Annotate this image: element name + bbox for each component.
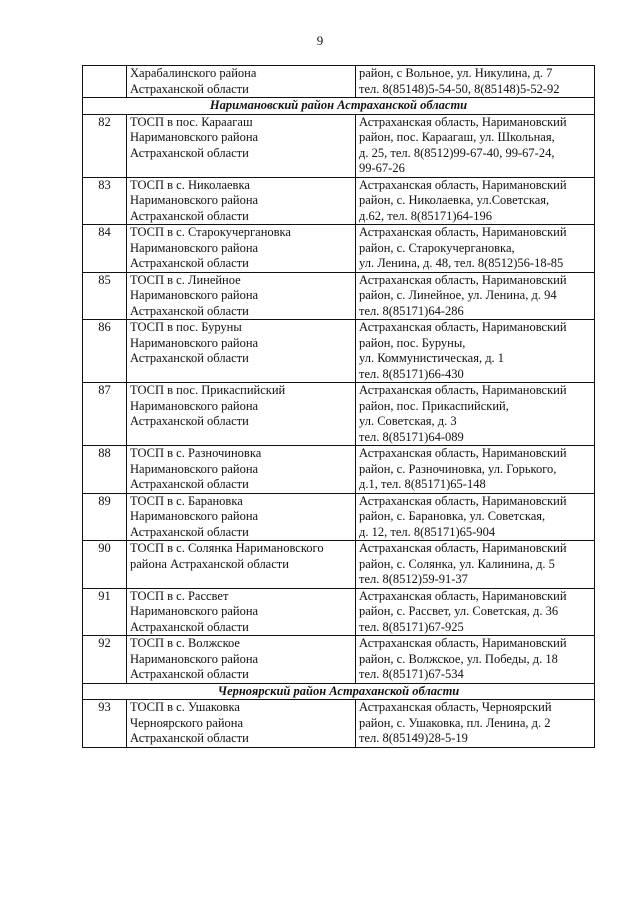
office-name-line: ТОСП в с. Линейное [130, 272, 241, 287]
office-address-line: Астраханская область, Наримановский [359, 446, 567, 460]
office-name-cell [127, 636, 356, 684]
office-name-line: Астраханской области [130, 731, 249, 745]
row-number: 86 [83, 320, 127, 383]
row-number: 92 [83, 636, 127, 684]
office-address-line: район, с. Волжское, ул. Победы, д. 18 [359, 651, 558, 666]
office-name-line: Астраханской области [130, 303, 249, 318]
office-address-cell [356, 320, 595, 383]
office-address-line: район, с. Старокучергановка, [359, 240, 515, 255]
row-number: 85 [83, 272, 127, 320]
office-address-line: Астраханская область, Наримановский [359, 588, 567, 603]
row-number: 88 [83, 446, 127, 494]
office-name-line: Наримановского района [130, 604, 259, 618]
office-name-cell [127, 225, 356, 273]
office-address-line: ул. Коммунистическая, д. 1 [359, 351, 505, 365]
office-address-cell [356, 272, 595, 320]
office-address-line: тел. 8(85171)64-089 [359, 429, 464, 444]
office-name-line: Наримановского района [130, 398, 259, 413]
row-number: 89 [83, 493, 127, 541]
office-name-cell [127, 66, 356, 98]
row-number: 83 [83, 177, 127, 225]
office-name-cell [127, 383, 356, 446]
office-name-line: ТОСП в с. Ушаковка [130, 700, 240, 714]
office-name-line: ТОСП в пос. Прикаспийский [130, 383, 286, 397]
row-number: 90 [83, 541, 127, 589]
office-name-line: ТОСП в с. Рассвет [130, 588, 229, 603]
office-address-line: район, с Вольное, ул. Никулина, д. 7 [359, 66, 553, 80]
office-address-line: Астраханская область, Наримановский [359, 383, 567, 397]
page-number: 9 [316, 33, 324, 48]
office-name-cell [127, 177, 356, 225]
office-name-cell [127, 493, 356, 541]
offices-table-body [83, 66, 595, 748]
office-name-cell [127, 320, 356, 383]
office-address-line: тел. 8(85171)64-286 [359, 303, 464, 318]
office-address-line: тел. 8(85171)66-430 [359, 366, 464, 381]
office-address-line: район, с. Барановка, ул. Советская, [359, 509, 546, 523]
office-address-line: тел. 8(85148)5-54-50, 8(85148)5-52-92 [359, 81, 560, 96]
office-name-line: Астраханской области [130, 524, 249, 539]
office-address-line: Астраханская область, Наримановский [359, 272, 567, 287]
office-name-line: Наримановского района [130, 193, 259, 207]
office-address-cell [356, 700, 595, 748]
office-address-line: район, пос. Караагаш, ул. Школьная, [359, 130, 555, 144]
office-name-line: Наримановского района [130, 461, 259, 476]
office-address-cell [356, 446, 595, 494]
office-name-line: Наримановского района [130, 651, 259, 666]
row-number: 91 [83, 588, 127, 636]
office-name-cell [127, 114, 356, 177]
office-address-cell [356, 225, 595, 273]
office-name-cell [127, 541, 356, 589]
office-address-line: район, пос. Буруны, [359, 335, 466, 350]
table-row [83, 588, 595, 636]
table-row [83, 493, 595, 541]
office-address-line: д. 12, тел. 8(85171)65-904 [359, 524, 496, 539]
table-row [83, 700, 595, 748]
office-address-line: тел. 8(85149)28-5-19 [359, 731, 468, 745]
office-name-line: района Астраханской области [130, 556, 289, 571]
office-name-line: ТОСП в с. Разночиновка [130, 446, 262, 460]
office-name-line: Черноярского района [130, 715, 244, 730]
row-number: 82 [83, 114, 127, 177]
office-address-cell [356, 66, 595, 98]
office-address-cell [356, 493, 595, 541]
table-row [83, 66, 595, 98]
office-address-line: Астраханская область, Наримановский [359, 225, 567, 239]
office-address-line: ул. Советская, д. 3 [359, 414, 457, 428]
office-name-line: ТОСП в пос. Караагаш [130, 114, 253, 129]
office-address-line: район, пос. Прикаспийский, [359, 398, 509, 413]
table-row [83, 383, 595, 446]
office-address-line: Астраханская область, Наримановский [359, 493, 567, 508]
office-address-cell [356, 383, 595, 446]
office-address-line: район, с. Ушаковка, пл. Ленина, д. 2 [359, 715, 551, 730]
office-name-line: ТОСП в с. Старокучергановка [130, 225, 291, 239]
office-name-line: ТОСП в с. Солянка Наримановского [130, 541, 324, 555]
office-name-line: Астраханской области [130, 619, 249, 634]
office-address-cell [356, 541, 595, 589]
office-name-line: ТОСП в пос. Буруны [130, 320, 242, 334]
offices-table [82, 65, 595, 748]
row-number [83, 66, 127, 98]
office-address-line: 99-67-26 [359, 161, 405, 175]
office-address-line: д.1, тел. 8(85171)65-148 [359, 477, 486, 491]
table-row [83, 320, 595, 383]
office-address-line: Астраханская область, Черноярский [359, 700, 552, 714]
office-address-line: д.62, тел. 8(85171)64-196 [359, 208, 492, 223]
office-name-cell [127, 700, 356, 748]
section-header-row [83, 98, 595, 115]
office-name-line: Астраханской области [130, 81, 249, 96]
office-address-line: тел. 8(85171)67-534 [359, 667, 464, 681]
office-address-line: Астраханская область, Наримановский [359, 541, 567, 555]
table-row [83, 177, 595, 225]
office-address-line: район, с. Линейное, ул. Ленина, д. 94 [359, 288, 557, 302]
office-address-line: Астраханская область, Наримановский [359, 636, 567, 650]
office-name-line: Астраханской области [130, 145, 249, 160]
office-name-line: ТОСП в с. Волжское [130, 636, 240, 650]
office-name-line: Астраханской области [130, 477, 249, 491]
office-address-line: район, с. Солянка, ул. Калинина, д. 5 [359, 556, 555, 571]
office-address-line: район, с. Разночиновка, ул. Горького, [359, 461, 557, 476]
office-address-line: ул. Ленина, д. 48, тел. 8(8512)56-18-85 [359, 256, 564, 270]
section-header-row [83, 683, 595, 700]
office-name-line: ТОСП в с. Николаевка [130, 177, 250, 192]
office-name-line: Наримановского района [130, 288, 259, 302]
office-name-line: Астраханской области [130, 351, 249, 365]
office-name-cell [127, 446, 356, 494]
office-address-cell [356, 588, 595, 636]
table-row [83, 225, 595, 273]
row-number: 93 [83, 700, 127, 748]
office-name-line: Наримановского района [130, 240, 259, 255]
row-number: 87 [83, 383, 127, 446]
office-address-cell [356, 636, 595, 684]
office-name-line: Астраханской области [130, 208, 249, 223]
office-address-line: Астраханская область, Наримановский [359, 320, 567, 334]
office-address-line: д. 25, тел. 8(8512)99-67-40, 99-67-24, [359, 145, 555, 160]
office-name-line: Наримановского района [130, 130, 259, 144]
office-name-line: Наримановского района [130, 509, 259, 523]
table-row [83, 114, 595, 177]
office-address-line: район, с. Рассвет, ул. Советская, д. 36 [359, 604, 559, 618]
office-name-line: Астраханской области [130, 667, 249, 681]
office-name-line: ТОСП в с. Барановка [130, 493, 243, 508]
office-name-line: Астраханской области [130, 414, 249, 428]
section-title: Черноярский район Астраханской области [83, 683, 595, 700]
office-address-line: Астраханская область, Наримановский [359, 114, 567, 129]
office-address-line: тел. 8(8512)59-91-37 [359, 572, 468, 586]
table-row [83, 541, 595, 589]
office-name-line: Харабалинского района [130, 66, 257, 80]
row-number: 84 [83, 225, 127, 273]
office-address-line: район, с. Николаевка, ул.Советская, [359, 193, 550, 207]
section-title: Наримановский район Астраханской области [83, 98, 595, 115]
office-name-cell [127, 272, 356, 320]
office-name-line: Наримановского района [130, 335, 259, 350]
office-address-cell [356, 114, 595, 177]
office-name-cell [127, 588, 356, 636]
office-address-line: тел. 8(85171)67-925 [359, 619, 464, 634]
table-row [83, 272, 595, 320]
table-row [83, 446, 595, 494]
table-row [83, 636, 595, 684]
office-address-cell [356, 177, 595, 225]
office-name-line: Астраханской области [130, 256, 249, 270]
office-address-line: Астраханская область, Наримановский [359, 177, 567, 192]
